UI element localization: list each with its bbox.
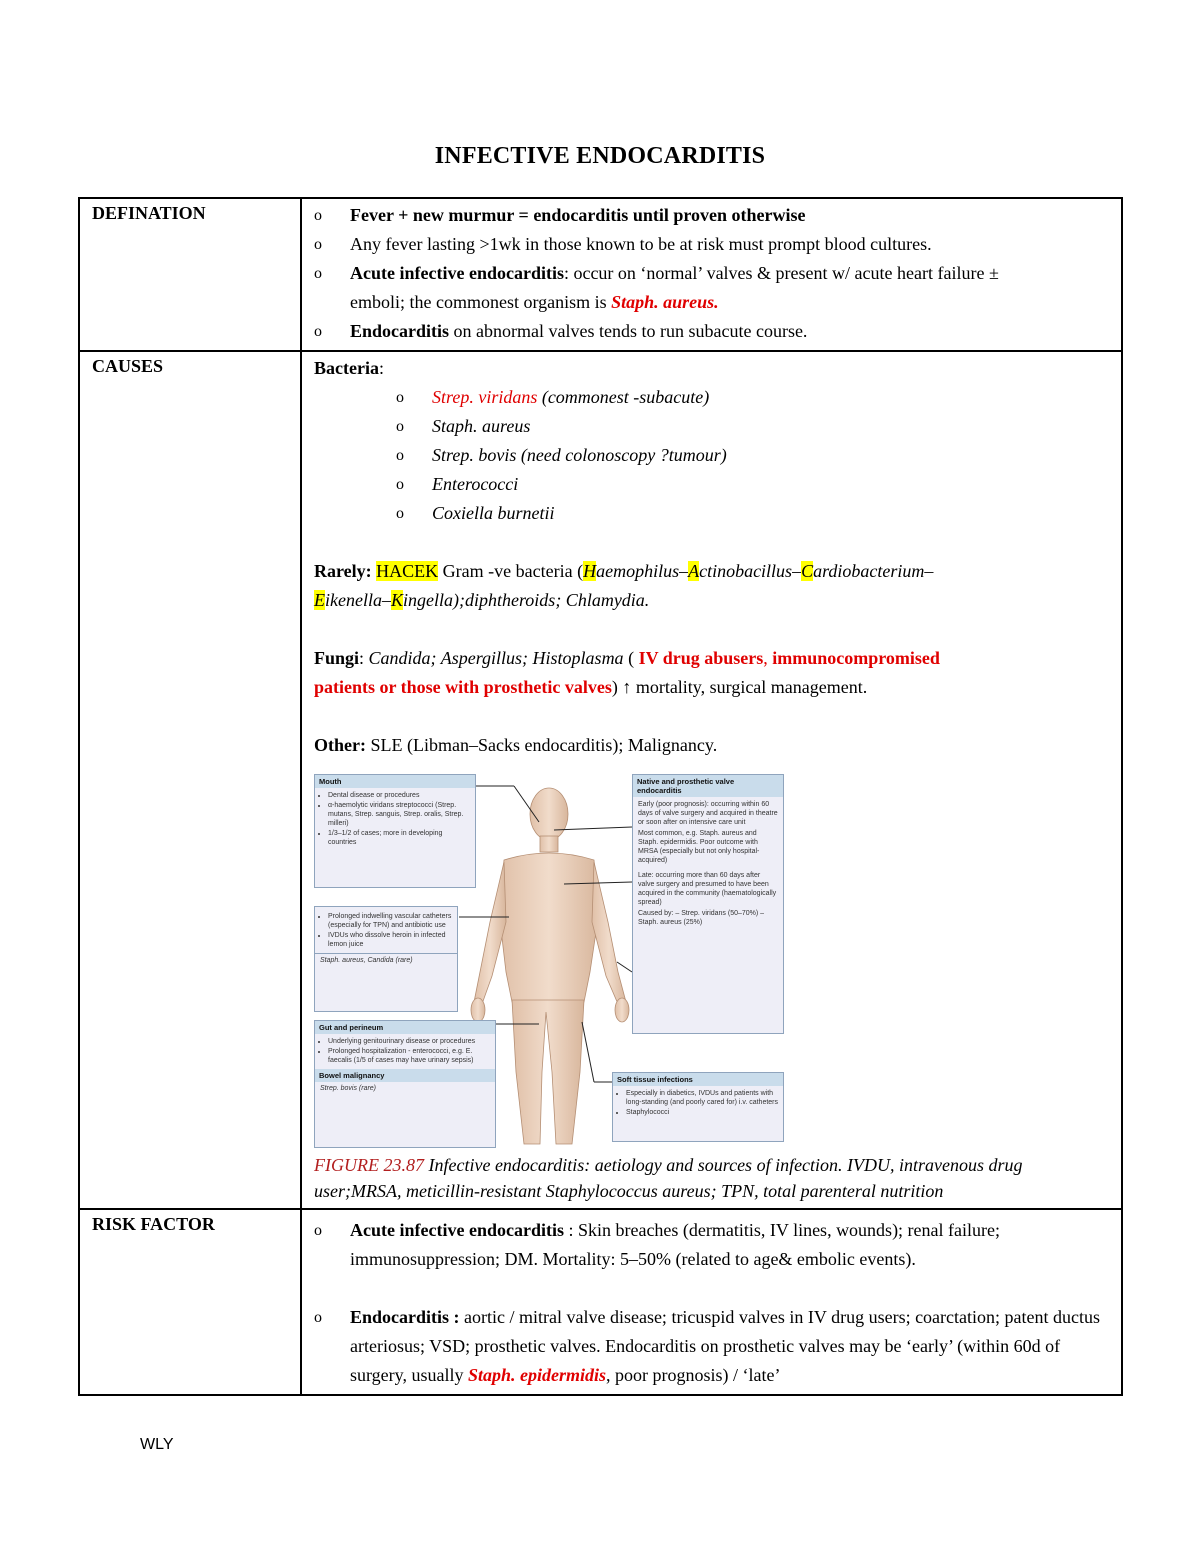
list-item (396, 412, 1111, 441)
list-item (314, 317, 1111, 346)
organism-highlight: Strep. viridans (432, 387, 538, 407)
organism-highlight: Staph. epidermidis (467, 1365, 606, 1385)
bacteria-list (314, 383, 1111, 528)
comma: , (763, 648, 773, 668)
list-item (314, 259, 1111, 317)
gut-item: • Underlying genitourinary disease or procedures (328, 1037, 490, 1046)
fungi-heading: Fungi (314, 648, 360, 668)
footer-initials: WLY (140, 1436, 174, 1453)
soft-tissue-item: • Staphylococci (626, 1108, 778, 1117)
definition-text: : occur on ‘normal’ valves & present w/ acute heart failure ± (563, 263, 999, 283)
definition-text: emboli; the commonest organism is (350, 292, 612, 312)
mouth-item: • Dental disease or procedures (328, 791, 470, 800)
organism-note: (commonest -subacute) (537, 387, 710, 407)
risk-label: RISK FACTOR (79, 1209, 301, 1395)
early-text: Early (poor prognosis): occurring within 60 days of valve surgery and acquired in theatre or soon after on intensive care unit (638, 801, 778, 826)
bowel-title: Bowel malignancy (315, 1069, 495, 1082)
rarely-text: Gram -ve bacteria ( (438, 561, 584, 581)
letter-highlight: A (688, 561, 700, 581)
letter-highlight: H (583, 561, 597, 581)
risk-highlight: immunocompromised (772, 648, 940, 668)
aetiology-figure (314, 772, 790, 1150)
mouth-item: • α-haemolytic viridans streptococci (Strep. mutans, Strep. sanguis, Strep. oralis, Strep. milleri) (328, 801, 470, 828)
late-detail: Caused by: – Strep. viridans (50–70%) – Staph. aureus (25%) (638, 910, 765, 926)
bacteria-heading: Bacteria (314, 358, 379, 378)
bullet: o (314, 236, 322, 253)
figure-number: FIGURE 23.87 (314, 1155, 424, 1175)
list-item (396, 499, 1111, 528)
risk-highlight: patients or those with prosthetic valves (314, 677, 612, 697)
rarely-paragraph (314, 557, 1111, 615)
fungi-list: Candida; Aspergillus; Histoplasma (368, 648, 624, 668)
term: Acute infective endocarditis (350, 1220, 564, 1240)
list-item (396, 383, 1111, 412)
organism: Strep. bovis (need colonoscopy ?tumour) (432, 445, 727, 465)
bullet: o (314, 323, 322, 340)
list-item (314, 201, 1111, 230)
gut-box (314, 1020, 496, 1148)
term: Endocarditis (350, 321, 450, 341)
soft-tissue-title: Soft tissue infections (613, 1073, 783, 1086)
risk-content (301, 1209, 1122, 1395)
organism-highlight: Staph. aureus. (611, 292, 719, 312)
hacek-highlight: HACEK (376, 561, 439, 581)
paren: ( (623, 648, 639, 668)
organism: Staph. aureus (432, 416, 531, 436)
gut-item: • Prolonged hospitalization - enterococci, e.g. E. faecalis (1/5 of cases may have urinary sepsis) (328, 1047, 490, 1065)
other-heading: Other: (314, 735, 366, 755)
valve-box (632, 774, 784, 1034)
letter-highlight: E (314, 590, 325, 610)
other-text: SLE (Libman–Sacks endocarditis); Malignancy. (365, 735, 718, 755)
definition-text: on abnormal valves tends to run subacute course. (449, 321, 808, 341)
risk-text: : Skin breaches (dermatitis, IV lines, wounds); renal failure; immunosuppression; DM. Mortality: 5–50% (related to age& embolic events). (350, 1220, 1001, 1269)
term: Endocarditis : (350, 1307, 460, 1327)
list-item (314, 230, 1111, 259)
risk-text: aortic / mitral valve disease; tricuspid valves in IV drug users; coarctation; patent ductus arteriosus; VSD; prosthetic valves. Endocarditis on prosthetic valves may be ‘early’ (within 60d of surgery, usually (350, 1307, 1101, 1385)
list-item (396, 470, 1111, 499)
organism: Enterococci (432, 474, 519, 494)
list-item (314, 1303, 1111, 1390)
catheter-footer: Staph. aureus, Candida (rare) (315, 953, 457, 967)
organism: ikenella– (325, 590, 391, 610)
bullet: o (314, 207, 322, 224)
definition-row (79, 198, 1122, 351)
organism: aemophilus– (596, 561, 689, 581)
fungi-text: ) ↑ mortality, surgical management. (611, 677, 868, 697)
valve-title: Native and prosthetic valve endocarditis (633, 775, 783, 797)
mouth-box (314, 774, 476, 888)
term: Acute infective endocarditis (350, 263, 564, 283)
organism: ctinobacillus– (699, 561, 802, 581)
mouth-title: Mouth (315, 775, 475, 788)
bullet: o (396, 476, 404, 493)
causes-content (301, 351, 1122, 1209)
risk-text: , poor prognosis) / ‘late’ (606, 1365, 781, 1385)
bullet: o (396, 505, 404, 522)
organism: ingella);diphtheroids; Chlamydia. (403, 590, 650, 610)
bullet: o (314, 1309, 322, 1326)
fungi-paragraph (314, 644, 1111, 702)
bullet: o (396, 447, 404, 464)
catheter-box (314, 906, 458, 1012)
colon: : (378, 358, 384, 378)
letter-highlight: C (801, 561, 814, 581)
figure-caption (314, 1152, 1111, 1204)
colon: : (359, 648, 369, 668)
mouth-item: • 1/3–1/2 of cases; more in developing countries (328, 829, 470, 847)
caption-text: Infective endocarditis: aetiology and sources of infection. IVDU, intravenous drug user;MRSA, meticillin-resistant Staphylococcus aureus; TPN, total parenteral nutrition (314, 1155, 1023, 1201)
risk-highlight: IV drug abusers (638, 648, 764, 668)
endocarditis-table (78, 197, 1123, 1396)
risk-row (79, 1209, 1122, 1395)
bullet: o (314, 1222, 322, 1239)
page-title: INFECTIVE ENDOCARDITIS (434, 143, 766, 169)
catheter-item: • IVDUs who dissolve heroin in infected lemon juice (328, 931, 452, 949)
other-paragraph (314, 731, 1111, 760)
causes-label: CAUSES (79, 351, 301, 1209)
early-detail: Most common, e.g. Staph. aureus and Staph. epidermidis. Poor outcome with MRSA (especially but not only hospital-acquired) (638, 830, 760, 864)
catheter-item: • Prolonged indwelling vascular catheters (especially for TPN) and antibiotic use (328, 912, 452, 930)
organism: Coxiella burnetii (432, 503, 555, 523)
rarely-heading: Rarely: (314, 561, 372, 581)
late-text: Late: occurring more than 60 days after valve surgery and presumed to have been acquired in the community (haematologically spread) (638, 872, 777, 906)
causes-row (79, 351, 1122, 1209)
soft-tissue-item: • Especially in diabetics, IVDUs and patients with long-standing (and poorly cared for) i.v. catheters (626, 1089, 778, 1107)
bullet: o (314, 265, 322, 282)
definition-text: Any fever lasting >1wk in those known to be at risk must prompt blood cultures. (350, 234, 932, 254)
definition-label: DEFINATION (79, 198, 301, 351)
letter-highlight: K (390, 590, 403, 610)
bullet: o (396, 389, 404, 406)
soft-tissue-box (612, 1072, 784, 1142)
definition-content (301, 198, 1122, 351)
list-item (314, 1216, 1111, 1274)
list-item (396, 441, 1111, 470)
bowel-footer: Strep. bovis (rare) (320, 1085, 377, 1092)
definition-text: Fever + new murmur = endocarditis until proven otherwise (350, 205, 806, 225)
bullet: o (396, 418, 404, 435)
gut-title: Gut and perineum (315, 1021, 495, 1034)
organism: ardiobacterium– (813, 561, 934, 581)
